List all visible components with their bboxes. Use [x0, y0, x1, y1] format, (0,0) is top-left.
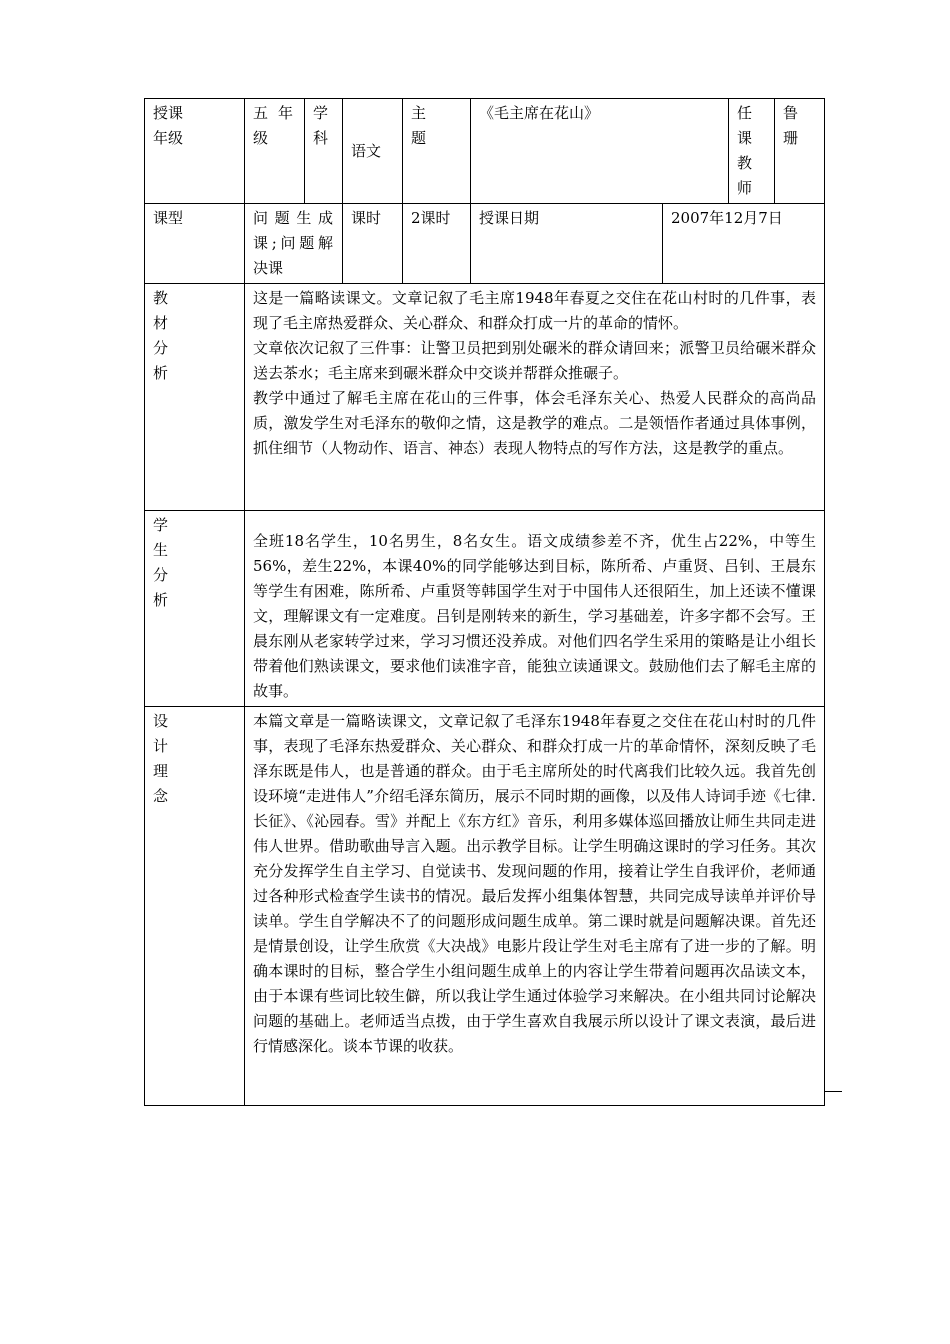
material-paragraph: 文章依次记叙了三件事：让警卫员把到别处碾米的群众请回来；派警卫员给碾米群众送去茶水；毛主席来到碾米群众中交谈并帮群众推碾子。: [253, 339, 817, 382]
material-paragraph: 教学中通过了解毛主席在花山的三件事，体会毛泽东关心、热爱人民群众的高尚品质，激发学生对毛泽东的敬仰之情，这是教学的难点。二是领悟作者通过具体事例，抓住细节（人物动作、语言、神态）表现人物特点的写作方法，这是教学的重点。: [253, 389, 817, 457]
design-concept-content: [245, 707, 825, 1106]
material-analysis-content: [245, 284, 825, 511]
hours-label-cell: [343, 204, 403, 284]
header-row: [145, 99, 825, 204]
type-value: 问题生成课;问题解决课: [253, 209, 333, 277]
label-char: 教: [153, 289, 169, 307]
label-char: 念: [153, 787, 169, 805]
label-char: 学: [153, 516, 169, 534]
grade-label-cell: [145, 99, 245, 204]
label-char: 理: [153, 762, 169, 780]
student-analysis-row: [145, 511, 825, 707]
material-analysis-row: [145, 284, 825, 511]
grade-value-cell: [245, 99, 305, 204]
hours-value: 2课时: [411, 209, 451, 227]
design-concept-label: [145, 707, 245, 1106]
topic-label-cell: [403, 99, 471, 204]
type-value-cell: [245, 204, 343, 284]
label-char: 材: [153, 314, 169, 332]
topic-value-cell: [471, 99, 729, 204]
label-char: 分: [153, 566, 169, 584]
teacher-label-cell: [729, 99, 775, 204]
subject-value: 语文: [351, 141, 382, 160]
table-edge-line: [824, 1091, 842, 1092]
label-char: 析: [153, 591, 169, 609]
date-value: 2007年12月7日: [671, 209, 783, 227]
hours-label: 课时: [351, 209, 382, 227]
course-type-row: [145, 204, 825, 284]
material-analysis-label: [145, 284, 245, 511]
student-analysis-content: [245, 511, 825, 707]
topic-value: 《毛主席在花山》: [479, 104, 600, 122]
type-label: 课型: [153, 209, 184, 227]
label-char: 设: [153, 712, 169, 730]
subject-value-cell: [343, 99, 403, 204]
teacher-value: 鲁珊: [783, 104, 799, 147]
student-analysis-label: [145, 511, 245, 707]
design-paragraph: 本篇文章是一篇略读课文，文章记叙了毛泽东1948年春夏之交住在花山村时的几件事，表现了毛泽东热爱群众、关心群众、和群众打成一片的革命情怀，深刻反映了毛泽东既是伟人，也是普通的群众。由于毛主席所处的时代离我们比较久远。我首先创设环境“走进伟人”介绍毛泽东简历，展示不同时期的画像，以及伟人诗词手迹《七律.长征》、《沁园春。雪》并配上《东方红》音乐，利用多媒体巡回播放让师生共同走进伟人世界。借助歌曲导言入题。出示教学目标。让学生明确这课时的学习任务。其次充分发挥学生自主学习、自觉读书、发现问题的作用，接着让学生自我评价，老师通过各种形式检查学生读书的情况。最后发挥小组集体智慧，共同完成导读单并评价导读单。学生自学解决不了的问题形成问题生成单。第二课时就是问题解决课。首先还是情景创设，让学生欣赏《大决战》电影片段让学生对毛主席有了进一步的了解。明确本课时的目标，整合学生小组问题生成单上的内容让学生带着问题再次品读文本，由于本课有些词比较生僻，所以我让学生通过体验学习来解决。在小组共同讨论解决问题的基础上。老师适当点拨，由于学生喜欢自我展示所以设计了课文表演，最后进行情感深化。谈本节课的收获。: [253, 712, 817, 1055]
topic-label: 主题: [411, 104, 427, 147]
type-label-cell: [145, 204, 245, 284]
label-char: 分: [153, 339, 169, 357]
label-char: 生: [153, 541, 169, 559]
student-paragraph: 全班18名学生，10名男生，8名女生。语文成绩参差不齐，优生占22%，中等生56%，差生22%，本课40%的同学能够达到目标，陈所希、卢重贤、吕钊、王晨东等学生有困难，陈所希、卢重贤等韩国学生对于中国伟人还很陌生，加上还读不懂课文，理解课文有一定难度。吕钊是刚转来的新生，学习基础差，许多字都不会写。王晨东刚从老家转学过来，学习习惯还没养成。对他们四名学生采用的策略是让小组长带着他们熟读课文，要求他们读准字音，能独立读通课文。鼓励他们去了解毛主席的故事。: [253, 532, 817, 700]
design-concept-row: [145, 707, 825, 1106]
teacher-label: 任课教师: [737, 104, 753, 197]
grade-value: 五年级: [253, 104, 293, 147]
date-value-cell: [663, 204, 825, 284]
label-char: 析: [153, 364, 169, 382]
hours-value-cell: [403, 204, 471, 284]
label-char: 计: [153, 737, 169, 755]
date-label: 授课日期: [479, 209, 540, 227]
date-label-cell: [471, 204, 663, 284]
material-paragraph: 这是一篇略读课文。文章记叙了毛主席1948年春夏之交住在花山村时的几件事，表现了毛主席热爱群众、关心群众、和群众打成一片的革命的情怀。: [253, 289, 817, 332]
subject-label-cell: [305, 99, 343, 204]
grade-label: 授课年级: [153, 104, 184, 147]
lesson-plan-table: [144, 98, 825, 1106]
subject-label: 学科: [313, 104, 329, 147]
teacher-value-cell: [775, 99, 825, 204]
